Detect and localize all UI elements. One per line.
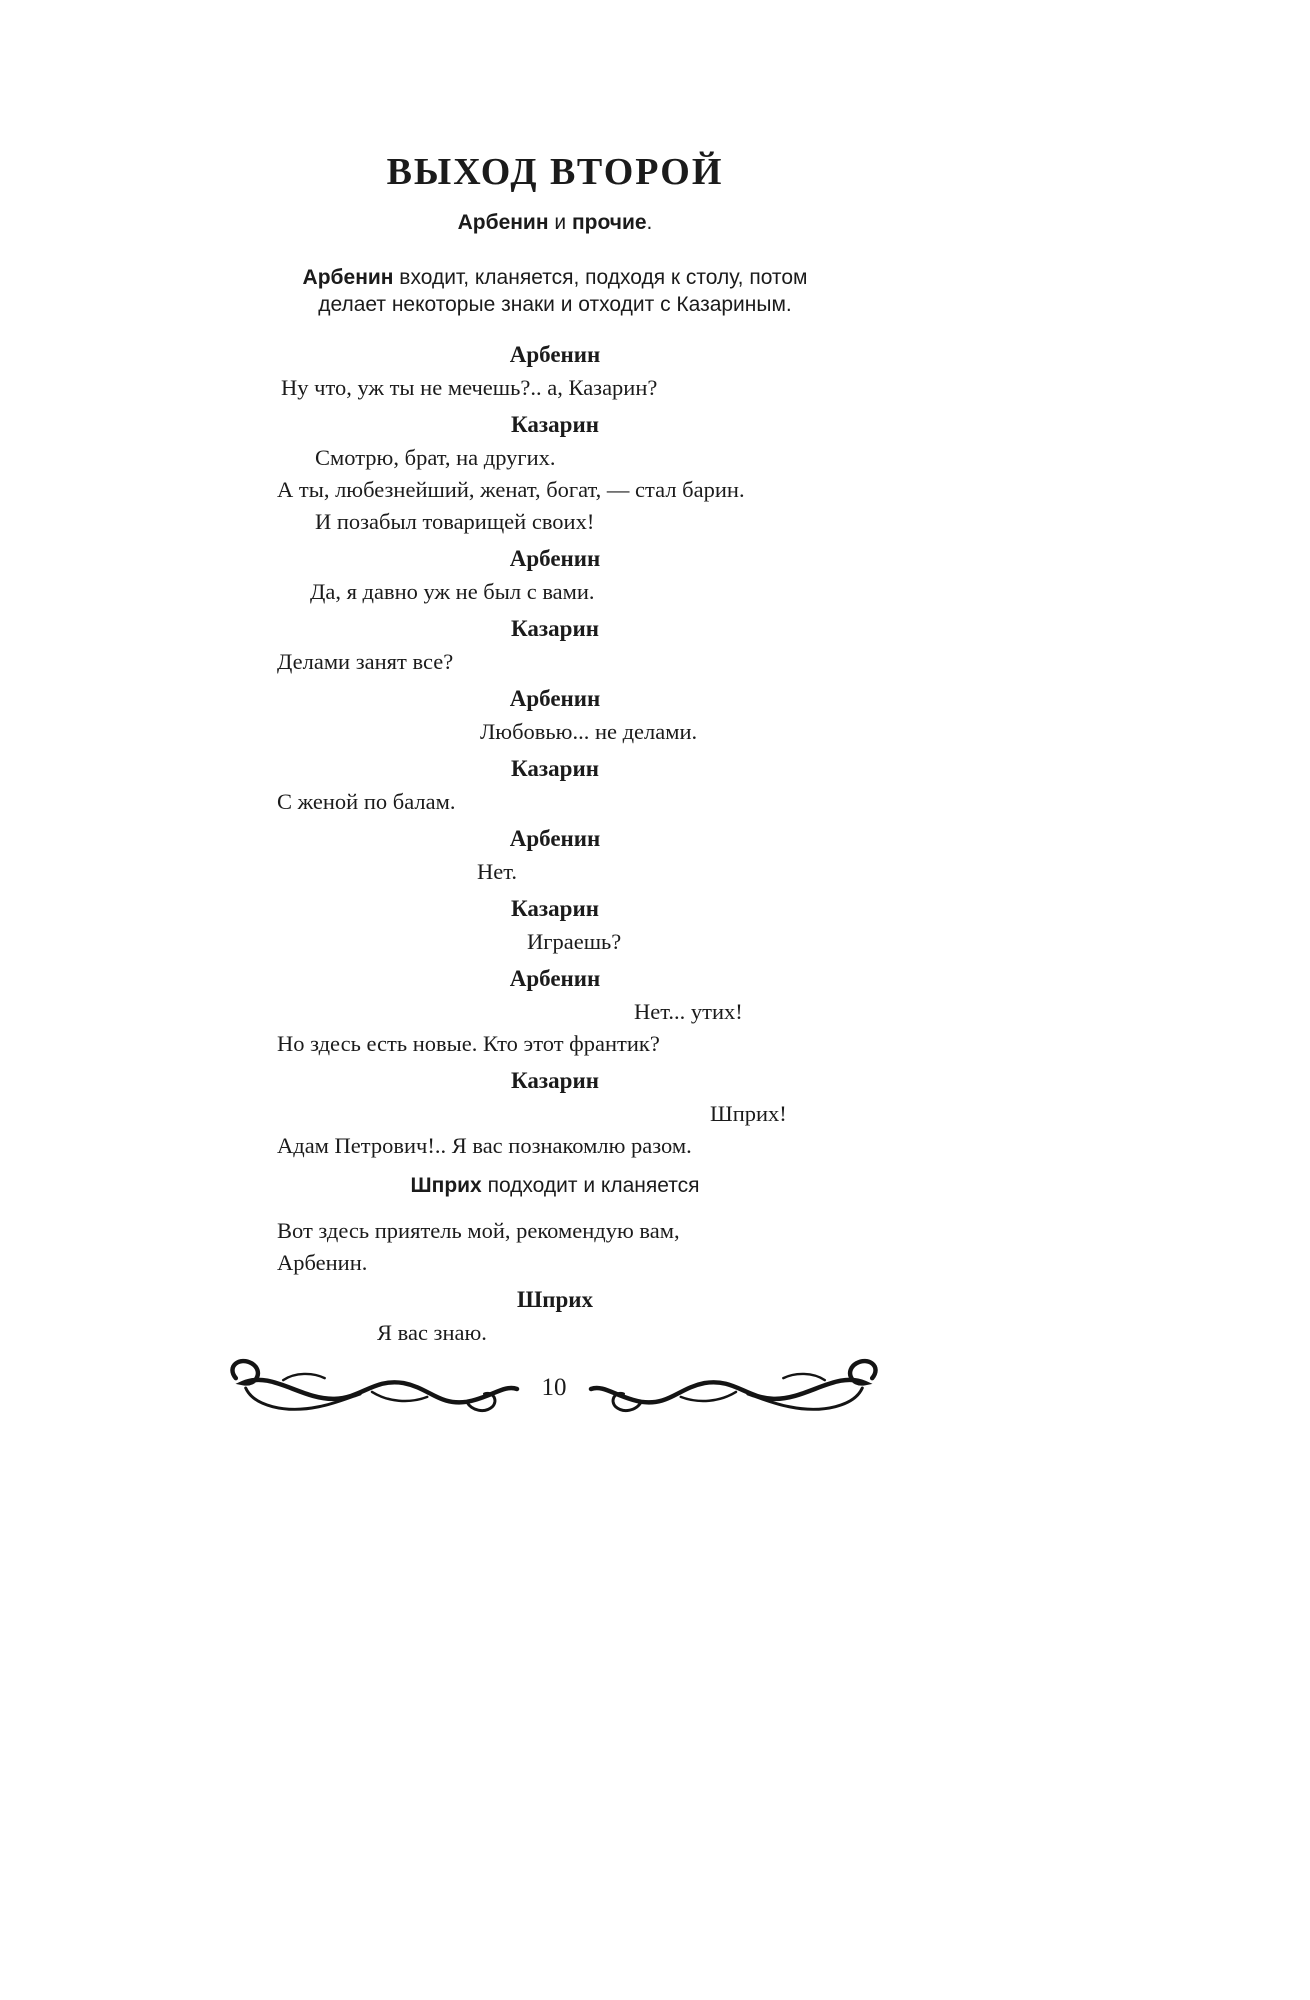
verse-line: Адам Петрович!.. Я вас познакомлю разом.	[277, 1133, 692, 1158]
speaker-name: Казарин	[511, 616, 599, 641]
scene-title: ВЫХОД ВТОРОЙ	[386, 151, 724, 193]
dialogue-section	[277, 340, 833, 1349]
verse-line: Шприх!	[710, 1101, 787, 1126]
speech-continuation	[277, 1215, 833, 1279]
cast-period: .	[646, 211, 653, 234]
book-page-content	[277, 150, 833, 1349]
flourish-ornament-left	[224, 1358, 520, 1420]
cast-name-arbenin: Арбенин	[457, 211, 549, 234]
speaker-name: Арбенин	[509, 546, 601, 571]
cast-others: прочие	[571, 211, 647, 234]
verse-line: Но здесь есть новые. Кто этот франтик?	[277, 1031, 660, 1056]
cast-line	[277, 210, 833, 236]
speaker-name: Арбенин	[509, 826, 601, 851]
page-number: 10	[541, 1374, 567, 1401]
verse-line: И позабыл товарищей своих!	[315, 509, 595, 534]
speaker-name: Арбенин	[509, 966, 601, 991]
page-footer	[0, 1352, 1310, 1436]
speech-block	[277, 1285, 833, 1349]
verse-line: Да, я давно уж не был с вами.	[310, 579, 595, 604]
flourish-ornament-right	[588, 1358, 884, 1420]
speaker-name: Казарин	[511, 896, 599, 921]
inline-stage-character: Шприх	[410, 1174, 482, 1197]
verse-line: Играешь?	[527, 929, 622, 954]
verse-line: С женой по балам.	[277, 789, 456, 814]
verse-line: Любовью... не делами.	[480, 719, 698, 744]
verse-line: Делами занят все?	[277, 649, 454, 674]
speech-block	[277, 894, 833, 958]
verse-line: Вот здесь приятель мой, рекомендую вам,	[277, 1218, 680, 1243]
speech-block	[277, 1066, 833, 1162]
verse-line: Смотрю, брат, на других.	[315, 445, 556, 470]
speech-block	[277, 754, 833, 818]
inline-stage-text: подходит и кланяется	[481, 1174, 700, 1197]
verse-line: А ты, любезнейший, женат, богат, — стал барин.	[277, 477, 745, 502]
cast-conjunction: и	[548, 211, 572, 234]
stage-direction-character: Арбенин	[302, 266, 394, 289]
speaker-name: Казарин	[511, 412, 599, 437]
speaker-name: Казарин	[511, 1068, 599, 1093]
speech-block	[277, 824, 833, 888]
verse-line: Нет.	[477, 859, 518, 884]
speaker-name: Казарин	[511, 756, 599, 781]
inline-stage-direction	[277, 1172, 833, 1199]
speech-block	[277, 544, 833, 608]
speech-block	[277, 410, 833, 538]
speech-block	[277, 614, 833, 678]
stage-direction-text: входит, кланяется, подходя к столу, потом делает некоторые знаки и отходит с Казариным.	[318, 266, 808, 316]
speaker-name: Арбенин	[509, 686, 601, 711]
speech-block	[277, 340, 833, 404]
speech-block	[277, 684, 833, 748]
opening-stage-direction	[290, 264, 820, 318]
verse-line: Ну что, уж ты не мечешь?.. а, Казарин?	[281, 375, 658, 400]
verse-line: Я вас знаю.	[377, 1320, 487, 1345]
verse-line: Нет... утих!	[634, 999, 743, 1024]
verse-line: Арбенин.	[277, 1250, 368, 1275]
speech-block	[277, 964, 833, 1060]
speaker-name: Арбенин	[509, 342, 601, 367]
speaker-name: Шприх	[516, 1287, 594, 1312]
